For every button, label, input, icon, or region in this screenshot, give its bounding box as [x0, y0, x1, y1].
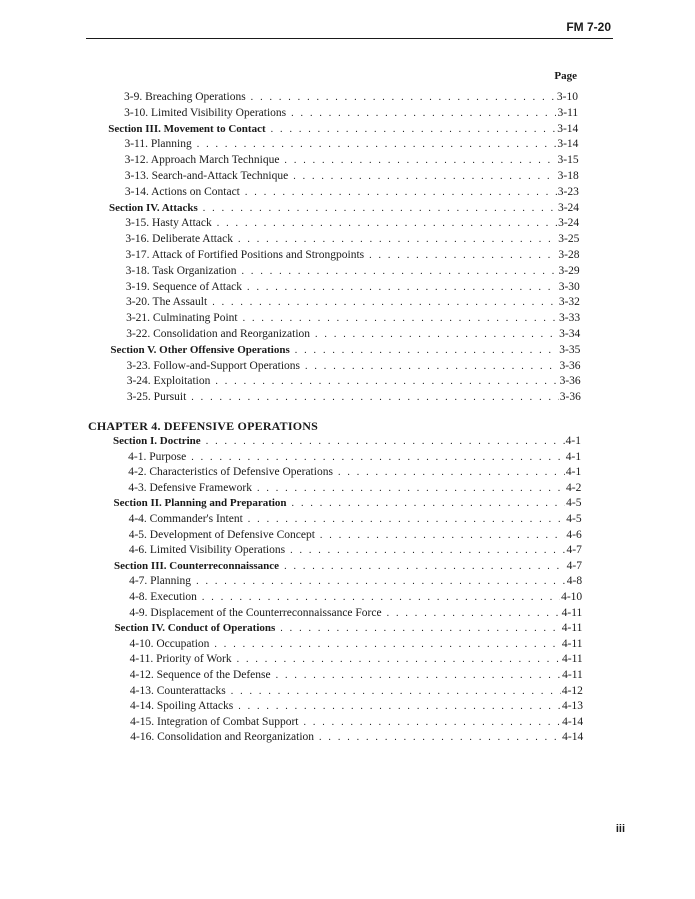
- dot-leader: [191, 391, 558, 405]
- toc-entry: [130, 715, 583, 730]
- toc-entry-page: 3-23: [557, 185, 579, 198]
- toc-entry: [126, 280, 580, 295]
- dot-leader: [203, 202, 557, 216]
- toc-entry: [130, 652, 583, 667]
- toc-entry-title: 3-10. Limited Visibility Operations: [124, 106, 287, 119]
- toc-entry-page: 3-11: [557, 106, 579, 119]
- toc-section-entry: [113, 496, 581, 511]
- toc-entry-page: 3-36: [559, 391, 581, 404]
- dot-leader: [320, 529, 565, 543]
- toc-entry-page: 4-7: [566, 559, 582, 572]
- toc-entry: [125, 185, 579, 200]
- toc-entry-title: 3-14. Actions on Contact: [124, 185, 240, 198]
- toc-entry: [124, 106, 578, 121]
- toc-entry-title: 3-24. Exploitation: [126, 375, 211, 388]
- toc-entry-page: 4-10: [561, 591, 583, 603]
- toc-entry-page: 4-5: [566, 497, 582, 510]
- toc-entry-page: 3-28: [558, 249, 580, 261]
- toc-entry-title: 3-15. Hasty Attack: [125, 217, 212, 230]
- dot-leader: [247, 281, 558, 295]
- dot-leader: [217, 217, 557, 231]
- toc-entry: [125, 169, 579, 184]
- toc-entry-page: 4-12: [561, 684, 583, 697]
- dot-leader: [338, 466, 565, 480]
- dot-leader: [191, 451, 565, 465]
- toc-entry: [127, 374, 581, 389]
- dot-leader: [315, 328, 558, 342]
- toc-entry-title: Section IV. Conduct of Operations: [114, 622, 276, 635]
- dot-leader: [212, 296, 558, 310]
- dot-leader: [295, 344, 559, 358]
- toc-section-entry: [114, 559, 582, 574]
- toc-entry-page: 4-5: [566, 513, 582, 525]
- toc-entry: [125, 153, 579, 168]
- toc-entry-title: Section V. Other Offensive Operations: [110, 343, 290, 356]
- dot-leader: [248, 513, 565, 527]
- toc-entry-page: 3-36: [559, 375, 581, 388]
- toc-entry: [129, 574, 582, 589]
- dot-leader: [197, 138, 557, 152]
- toc-entry: [129, 590, 582, 605]
- toc-entry-page: 3-15: [557, 154, 579, 167]
- toc-entry-title: Section I. Doctrine: [113, 435, 201, 447]
- toc-section-entry: [114, 621, 582, 636]
- toc-entry-title: Section IV. Attacks: [109, 201, 198, 214]
- dot-leader: [276, 669, 562, 683]
- toc-entry: [129, 543, 582, 558]
- dot-leader: [284, 560, 566, 574]
- toc-entry-page: 3-25: [558, 233, 580, 246]
- toc-entry-title: 4-14. Spoiling Attacks: [130, 700, 234, 713]
- toc-entry-title: 4-9. Displacement of the Counterreconnaissance Force: [129, 606, 382, 619]
- toc-entry-page: 3-32: [558, 296, 580, 309]
- toc-entry-page: 3-29: [558, 264, 580, 277]
- dot-leader: [303, 716, 561, 730]
- toc-entry-page: 3-24: [557, 201, 580, 214]
- toc-entry-page: 4-14: [562, 715, 584, 728]
- toc-entry: [129, 606, 582, 621]
- dot-leader: [293, 170, 556, 184]
- toc-entry-title: 4-6. Limited Visibility Operations: [128, 544, 286, 557]
- toc-entry-title: 4-1. Purpose: [128, 450, 187, 463]
- dot-leader: [271, 123, 557, 137]
- toc-entry: [130, 684, 583, 699]
- toc-entry-title: 4-11. Priority of Work: [129, 653, 232, 666]
- toc-entry-page: 4-11: [562, 669, 583, 681]
- toc-entry-title: 3-20. The Assault: [125, 296, 208, 309]
- toc-entry-title: 4-4. Commander's Intent: [128, 513, 243, 525]
- toc-entry: [130, 668, 583, 683]
- toc-entry: [124, 137, 578, 152]
- header-rule: [86, 38, 613, 39]
- toc-entry-title: 3-16. Deliberate Attack: [125, 233, 233, 246]
- dot-leader: [242, 265, 558, 279]
- toc-entry-page: 3-14: [557, 138, 579, 151]
- toc-entry-title: 3-19. Sequence of Attack: [125, 280, 243, 293]
- dot-leader: [251, 91, 556, 105]
- dot-leader: [284, 154, 556, 168]
- toc-entry: [128, 465, 581, 480]
- dot-leader: [238, 700, 561, 714]
- toc-entry-page: 4-1: [565, 450, 582, 463]
- toc-entry: [124, 90, 578, 105]
- toc-entry-page: 3-35: [559, 343, 581, 356]
- toc-entry-page: 4-13: [561, 700, 584, 713]
- dot-leader: [202, 591, 560, 605]
- toc-section-entry: [113, 434, 581, 449]
- toc-entry: [130, 730, 583, 745]
- toc-entry-page: 3-34: [559, 328, 581, 340]
- toc-entry: [128, 481, 581, 496]
- toc-entry-page: 3-18: [557, 170, 579, 182]
- manual-number: FM 7-20: [566, 20, 611, 34]
- toc-entry-page: 4-1: [565, 466, 582, 479]
- toc-entry-page: 4-2: [566, 481, 582, 494]
- toc-entry-title: 4-13. Counterattacks: [129, 684, 226, 697]
- toc-section-entry: [108, 122, 578, 137]
- toc-entry-page: 3-24: [558, 217, 580, 230]
- page-column-label: Page: [554, 70, 577, 82]
- page-number: iii: [615, 823, 625, 835]
- toc-entry-title: 3-13. Search-and-Attack Technique: [124, 170, 289, 182]
- dot-leader: [280, 622, 561, 636]
- dot-leader: [243, 312, 558, 326]
- toc-entry-page: 4-8: [566, 575, 583, 588]
- toc-entry: [126, 311, 580, 326]
- toc-entry-page: 4-11: [561, 637, 583, 650]
- toc-entry-title: 4-16. Consolidation and Reorganization: [130, 731, 315, 744]
- dot-leader: [215, 375, 558, 389]
- dot-leader: [196, 575, 566, 589]
- toc-entry-title: 4-15. Integration of Combat Support: [130, 715, 299, 728]
- toc-entry-title: 4-10. Occupation: [129, 637, 210, 650]
- toc-entry-page: 4-11: [562, 653, 583, 666]
- toc-entry: [126, 248, 580, 263]
- toc-entry-page: 3-10: [556, 91, 578, 103]
- dot-leader: [238, 233, 557, 247]
- toc-entry-title: 3-25. Pursuit: [126, 391, 187, 404]
- toc-entry-page: 3-33: [559, 312, 581, 325]
- toc-entry-page: 4-11: [561, 606, 583, 619]
- toc-entry: [126, 264, 580, 279]
- toc-section-entry: [110, 343, 580, 358]
- toc-entry-title: 4-3. Defensive Framework: [128, 481, 252, 494]
- toc-entry-page: 3-14: [557, 122, 579, 135]
- toc-entry: [129, 512, 582, 527]
- dot-leader: [257, 482, 565, 496]
- toc-entry: [126, 327, 580, 342]
- toc-entry-title: Section II. Planning and Preparation: [113, 497, 287, 510]
- toc-entry: [126, 295, 580, 310]
- toc-entry-page: 3-36: [559, 359, 581, 372]
- toc-entry-title: Section III. Movement to Contact: [108, 122, 266, 135]
- dot-leader: [290, 544, 565, 558]
- toc-entry-title: Section III. Counterreconnaissance: [113, 559, 280, 572]
- dot-leader: [231, 685, 561, 699]
- toc-entry-page: 3-30: [558, 280, 580, 293]
- dot-leader: [291, 107, 556, 121]
- toc-entry-title: 4-5. Development of Defensive Concept: [128, 528, 315, 541]
- toc-entry-title: 3-22. Consolidation and Reorganization: [126, 328, 311, 340]
- toc-entry: [130, 699, 583, 714]
- toc-entry: [125, 232, 579, 247]
- toc-entry-title: 4-7. Planning: [129, 575, 192, 588]
- dot-leader: [369, 249, 557, 263]
- toc-entry-title: 3-18. Task Organization: [125, 264, 237, 277]
- chapter-heading: CHAPTER 4. DEFENSIVE OPERATIONS: [88, 419, 319, 433]
- toc-entry: [128, 450, 581, 465]
- dot-leader: [292, 497, 566, 511]
- toc-entry-title: 3-17. Attack of Fortified Positions and Strongpoints: [125, 249, 365, 261]
- toc-entry-title: 4-2. Characteristics of Defensive Operations: [128, 466, 333, 479]
- toc-entry-title: 4-8. Execution: [129, 591, 197, 603]
- toc-entry-title: 3-21. Culminating Point: [126, 312, 238, 325]
- toc-entry: [127, 390, 581, 405]
- toc-entry: [127, 359, 581, 374]
- toc-entry-title: 4-12. Sequence of the Defense: [129, 669, 271, 681]
- toc-entry: [129, 528, 582, 543]
- toc-entry-page: 4-11: [561, 622, 583, 635]
- dot-leader: [245, 186, 557, 200]
- toc-entry-page: 4-14: [562, 731, 584, 744]
- dot-leader: [319, 731, 561, 745]
- toc-entry-title: 3-23. Follow-and-Support Operations: [126, 359, 300, 372]
- dot-leader: [305, 360, 558, 374]
- toc-entry: [125, 216, 579, 231]
- toc-entry-page: 4-7: [566, 544, 582, 557]
- dot-leader: [387, 607, 561, 621]
- dot-leader: [214, 638, 561, 652]
- toc-entry: [130, 637, 583, 652]
- toc-section-entry: [109, 201, 579, 216]
- toc-entry-title: 3-9. Breaching Operations: [124, 91, 246, 103]
- toc-entry-page: 4-6: [566, 528, 582, 541]
- toc-entry-title: 3-12. Approach March Technique: [124, 154, 280, 167]
- toc-entry-title: 3-11. Planning: [124, 138, 192, 151]
- toc-entry-page: 4-1: [565, 435, 581, 447]
- dot-leader: [206, 435, 565, 449]
- dot-leader: [237, 653, 561, 667]
